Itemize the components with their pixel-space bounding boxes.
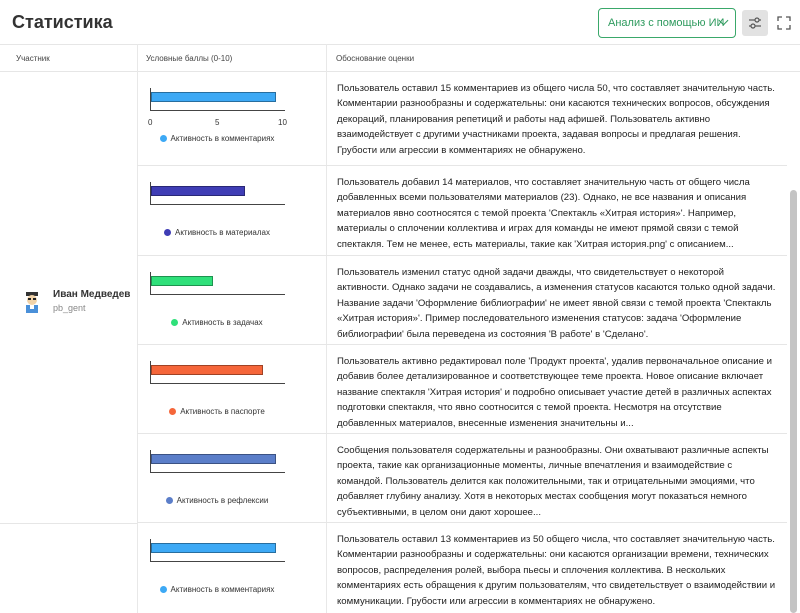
ai-analysis-button[interactable] bbox=[598, 8, 736, 38]
score-chart bbox=[137, 523, 325, 613]
legend-dot bbox=[160, 135, 167, 142]
score-bar bbox=[151, 454, 276, 464]
table-row bbox=[137, 72, 787, 166]
column-header-score: Условные баллы (0-10) bbox=[146, 54, 233, 63]
fullscreen-icon bbox=[772, 10, 796, 36]
chart-legend bbox=[137, 585, 297, 594]
table-header bbox=[0, 44, 800, 72]
legend-dot bbox=[171, 319, 178, 326]
table-row bbox=[137, 166, 787, 256]
sliders-icon bbox=[742, 10, 768, 36]
chart-axis bbox=[150, 383, 285, 384]
score-chart bbox=[137, 72, 325, 165]
group-divider bbox=[0, 523, 137, 524]
legend-dot bbox=[160, 586, 167, 593]
score-bar bbox=[151, 186, 245, 196]
tick-label: 10 bbox=[278, 118, 287, 127]
participant-login: pb_gent bbox=[53, 303, 86, 313]
legend-dot bbox=[169, 408, 176, 415]
score-bar bbox=[151, 92, 276, 102]
reason-text: Пользователь оставил 13 комментариев из 50 общего числа, что составляет значительную часть. Комментарии разнообразны и содержательны: они касаются организации времени, технических вопросов, распределения ролей, выбора пьесы и сплочения коллектива. В нескольких комментариях есть обращения к другим пользователям, что свидетельствует о взаимодействии и коммуникации. Грубости или агрессии в комментариях не обнаружено. bbox=[337, 534, 776, 607]
chart-legend bbox=[137, 228, 297, 237]
legend-label: Активность в комментариях bbox=[170, 585, 275, 594]
chart-axis bbox=[150, 294, 285, 295]
chart-legend bbox=[137, 134, 297, 143]
reason-text: Пользователь изменил статус одной задачи дважды, что свидетельствует о некоторой активности. Однако задачи не создавались, а изменения статусов касаются только одной задачи. Название задачи 'Оформление библиографии' не имеет явной связи с темой проекта 'Спектакль «Хитрая история»'. Пример последовательного изменения статусов: задача 'Оформление библиографии' была переведена из состояния 'В работе' в 'Сделано'. bbox=[337, 267, 776, 340]
chart-axis bbox=[150, 204, 285, 205]
fullscreen-button[interactable] bbox=[772, 10, 796, 36]
score-bar bbox=[151, 543, 276, 553]
score-chart bbox=[137, 256, 325, 344]
table-row bbox=[137, 345, 787, 434]
participant-name: Иван Медведев bbox=[53, 289, 131, 300]
score-chart bbox=[137, 166, 325, 255]
legend-label: Активность в материалах bbox=[175, 228, 270, 237]
reason-text: Сообщения пользователя содержательны и разнообразны. Они охватывают различные аспекты проекта, такие как организационные моменты, личные впечатления и взаимодействие с командой. Пользователь делится как положительными, так и отрицательными эмоциями, что добавляет глубину анализу. Хотя в некоторых местах сообщения могут показаться немного субъективными, в целом они дают хорошее... bbox=[337, 445, 769, 518]
page-header bbox=[0, 0, 800, 44]
scrollbar-thumb[interactable] bbox=[790, 190, 797, 613]
filter-button[interactable] bbox=[742, 10, 768, 36]
reason-text: Пользователь добавил 14 материалов, что составляет значительную часть от общего числа добавленных всеми пользователями материалов (23). Однако, не все названия и описания материалов явно соотносятся с темой проекта 'Спектакль «Хитрая история»'. Например, материалы о сплочении коллектива и играх для команды не имеют прямой связи с темой спектакля. Тем не менее, есть материалы, такие как 'Хитрая история.png' с описанием... bbox=[337, 177, 750, 250]
chart-legend bbox=[137, 407, 297, 416]
chart-axis bbox=[150, 110, 285, 111]
legend-label: Активность в рефлексии bbox=[176, 496, 269, 505]
chart-legend bbox=[137, 318, 297, 327]
avatar bbox=[22, 290, 42, 314]
chart-axis bbox=[150, 561, 285, 562]
tick-label: 5 bbox=[215, 118, 220, 127]
chart-axis bbox=[150, 472, 285, 473]
legend-label: Активность в паспорте bbox=[180, 407, 265, 416]
page-title: Статистика bbox=[12, 12, 113, 32]
legend-dot bbox=[166, 497, 173, 504]
participant-cell[interactable] bbox=[22, 287, 137, 317]
column-header-reason: Обоснование оценки bbox=[336, 54, 415, 63]
reason-text: Пользователь оставил 15 комментариев из общего числа 50, что составляет значительную часть. Комментарии разнообразны и содержательны: они касаются технических вопросов, обсуждения декораций, планирования репетиций и работы над афишей. Пользователь активно взаимодействует с другими участниками проекта, задавая вопросы и предлагая решения. Грубости или агрессии в комментариях не обнаружено. bbox=[337, 83, 775, 156]
legend-label: Активность в комментариях bbox=[170, 134, 275, 143]
column-header-participant: Участник bbox=[16, 54, 50, 63]
tick-label: 0 bbox=[148, 118, 153, 127]
legend-label: Активность в задачах bbox=[182, 318, 263, 327]
ai-analysis-button-label: Анализ с помощью ИИ bbox=[608, 17, 725, 29]
score-bar bbox=[151, 276, 213, 286]
score-bar bbox=[151, 365, 263, 375]
table-row bbox=[137, 434, 787, 523]
legend-dot bbox=[164, 229, 171, 236]
reason-text: Пользователь активно редактировал поле 'Продукт проекта', удалив первоначальное описание и добавив более детализированное и соответствующее теме проекта. Новое описание включает название спектакля 'Хитрая история' и подробно описывает участие детей в различных аспектах подготовки спектакля, что явно соотносится с темой проекта. Несмотря на отсутствие добавленных материалов, внесенные изменения значительны и... bbox=[337, 356, 772, 429]
score-chart bbox=[137, 345, 325, 433]
score-chart bbox=[137, 434, 325, 522]
chart-legend bbox=[137, 496, 297, 505]
table-row bbox=[137, 523, 787, 613]
table-row bbox=[137, 256, 787, 345]
